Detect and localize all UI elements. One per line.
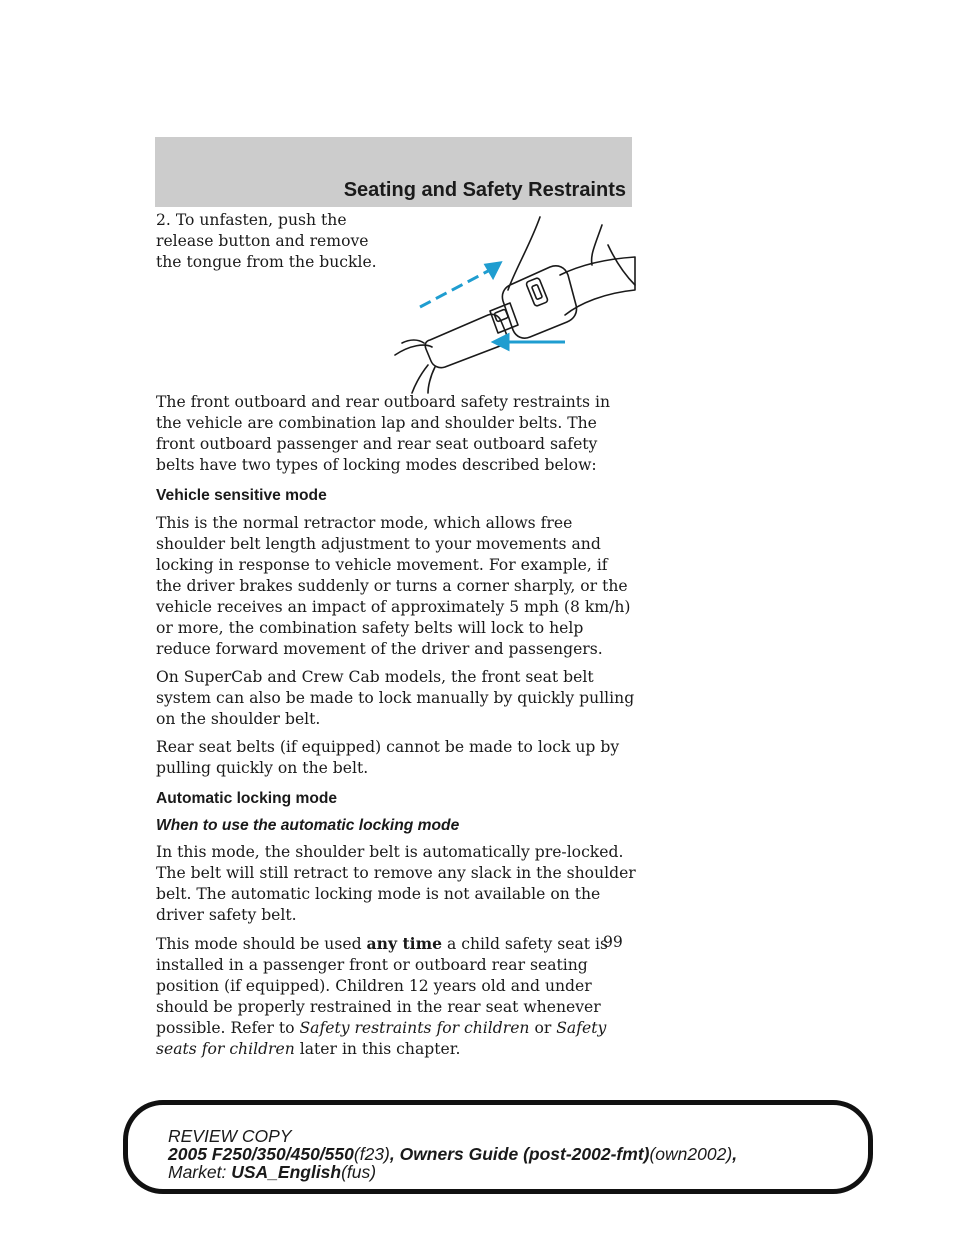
section-title: Seating and Safety Restraints bbox=[343, 179, 626, 201]
paragraph-vehicle-sensitive: This is the normal retractor mode, which allows free shoulder belt length adjustment to your movements and locking in response to vehicle movement. For example, if the driver brakes suddenly or turns a corner sharply, or the vehicle receives an impact of approximately 5 mph (8 km/h) or more, the combination safety belts will lock to help reduce forward movement of the driver and passengers. bbox=[156, 514, 631, 658]
text-run: USA_English bbox=[231, 1162, 342, 1182]
intro-paragraph: 2. To unfasten, push the release button and remove the tongue from the buckle. bbox=[156, 211, 377, 271]
text-run: (f23) bbox=[353, 1144, 390, 1164]
text-run: (own2002) bbox=[649, 1144, 733, 1164]
subheading-when-to-use: When to use the automatic locking mode bbox=[156, 817, 460, 834]
text-run: , Owners Guide (post-2002-fmt) bbox=[389, 1144, 650, 1164]
text-run: or bbox=[529, 1019, 557, 1037]
paragraph-automatic-mode: In this mode, the shoulder belt is automatically pre-locked. The belt will still retract to remove any slack in the shoulder belt. The automatic locking mode is not available on the driver safety belt. bbox=[156, 843, 636, 924]
heading-automatic-locking: Automatic locking mode bbox=[156, 790, 338, 807]
reference-safety-restraints: Safety restraints for children bbox=[299, 1019, 530, 1037]
text-run: later in this chapter. bbox=[294, 1040, 461, 1058]
review-copy-box bbox=[123, 1100, 873, 1194]
release-button bbox=[526, 277, 549, 306]
paragraph-restraints: The front outboard and rear outboard safety restraints in the vehicle are combination lap and shoulder belts. The front outboard passenger and rear seat outboard safety belts have two types of locking modes described below: bbox=[156, 393, 611, 474]
paragraph-any-time bbox=[156, 933, 636, 1060]
hand-outline bbox=[395, 345, 435, 393]
paragraph-rear-belts: Rear seat belts (if equipped) cannot be made to lock up by pulling quickly on the belt. bbox=[156, 738, 620, 777]
reference-safety-seats: Safety seats for children bbox=[156, 1019, 607, 1058]
review-line-1: REVIEW COPY bbox=[168, 1126, 292, 1146]
text-run: (fus) bbox=[341, 1162, 377, 1182]
review-copy-text bbox=[168, 1127, 737, 1181]
dashed-arrow bbox=[420, 270, 490, 307]
emphasis-any-time: any time bbox=[366, 934, 442, 953]
text-run: This mode should be used bbox=[156, 935, 367, 953]
page-number: 99 bbox=[603, 933, 623, 951]
seat-edge-line bbox=[592, 225, 602, 265]
paragraph-supercab: On SuperCab and Crew Cab models, the front seat belt system can also be made to lock manually by quickly pulling on the shoulder belt. bbox=[156, 668, 635, 728]
seat-edge-line bbox=[608, 245, 635, 285]
seat-belt-buckle-illustration bbox=[390, 215, 640, 395]
review-line-2 bbox=[168, 1145, 737, 1163]
text-run: , bbox=[732, 1144, 738, 1164]
section-header bbox=[155, 137, 632, 207]
text-run: 2005 F250/350/450/550 bbox=[168, 1144, 354, 1164]
text-run: a child safety seat is installed in a passenger front or outboard rear seating position (if equipped). Children 12 years old and under should be properly restrained in the rear seat whenever possible. Refer to bbox=[156, 935, 608, 1037]
heading-vehicle-sensitive: Vehicle sensitive mode bbox=[156, 487, 327, 504]
dashed-arrow-head bbox=[486, 263, 500, 277]
review-line-3 bbox=[168, 1163, 737, 1181]
text-run: Market: bbox=[168, 1162, 232, 1182]
